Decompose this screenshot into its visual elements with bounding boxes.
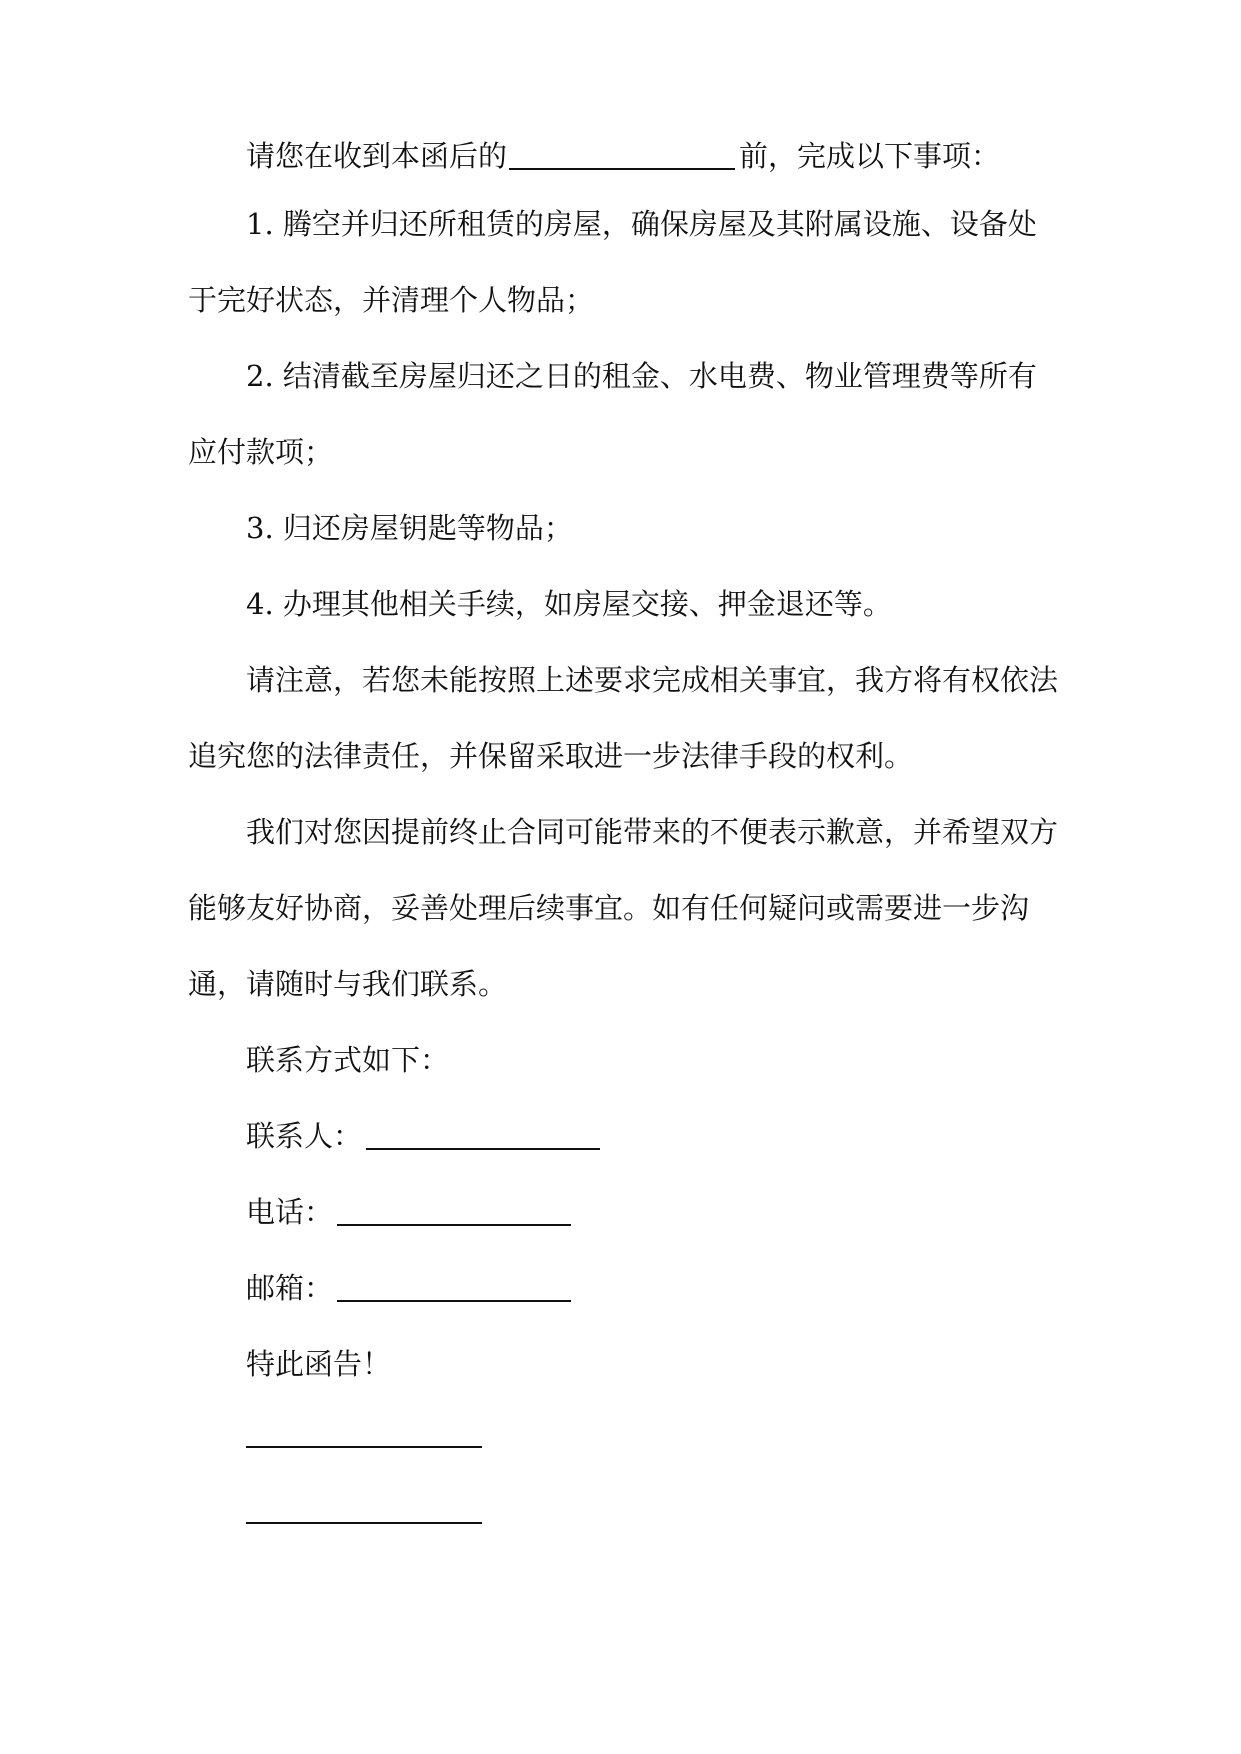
phone-label: 电话： bbox=[246, 1195, 334, 1229]
email-row bbox=[246, 1250, 571, 1326]
email-blank[interactable] bbox=[337, 1300, 571, 1302]
contact-person-row bbox=[246, 1098, 600, 1174]
email-label: 邮箱： bbox=[246, 1271, 334, 1305]
apology-paragraph: 我们对您因提前终止合同可能带来的不便表示歉意，并希望双方能够友好协商，妥善处理后续事宜。如有任何疑问或需要进一步沟通，请随时与我们联系。 bbox=[188, 815, 1059, 1001]
item-4: 4. 办理其他相关手续，如房屋交接、押金退还等。 bbox=[246, 587, 892, 621]
deadline-text-before: 请您在收到本函后的 bbox=[246, 139, 508, 173]
deadline-text-after: 前，完成以下事项： bbox=[739, 139, 1001, 173]
contact-heading: 联系方式如下： bbox=[246, 1043, 450, 1077]
signature-blank-1[interactable] bbox=[246, 1446, 482, 1448]
phone-blank[interactable] bbox=[337, 1224, 571, 1226]
signature-blank-2[interactable] bbox=[246, 1522, 482, 1524]
item-1: 1. 腾空并归还所租赁的房屋，确保房屋及其附属设施、设备处于完好状态，并清理个人物品； bbox=[188, 207, 1037, 317]
deadline-blank[interactable] bbox=[509, 168, 735, 170]
deadline-paragraph bbox=[246, 118, 1000, 194]
item-2: 2. 结清截至房屋归还之日的租金、水电费、物业管理费等所有应付款项； bbox=[188, 359, 1037, 469]
phone-row bbox=[246, 1174, 571, 1250]
contact-person-blank[interactable] bbox=[366, 1148, 600, 1150]
item-3: 3. 归还房屋钥匙等物品； bbox=[246, 511, 573, 545]
notice-paragraph: 请注意，若您未能按照上述要求完成相关事宜，我方将有权依法追究您的法律责任，并保留采取进一步法律手段的权利。 bbox=[188, 663, 1059, 773]
closing-line: 特此函告！ bbox=[246, 1347, 392, 1381]
contact-person-label: 联系人： bbox=[246, 1119, 363, 1153]
